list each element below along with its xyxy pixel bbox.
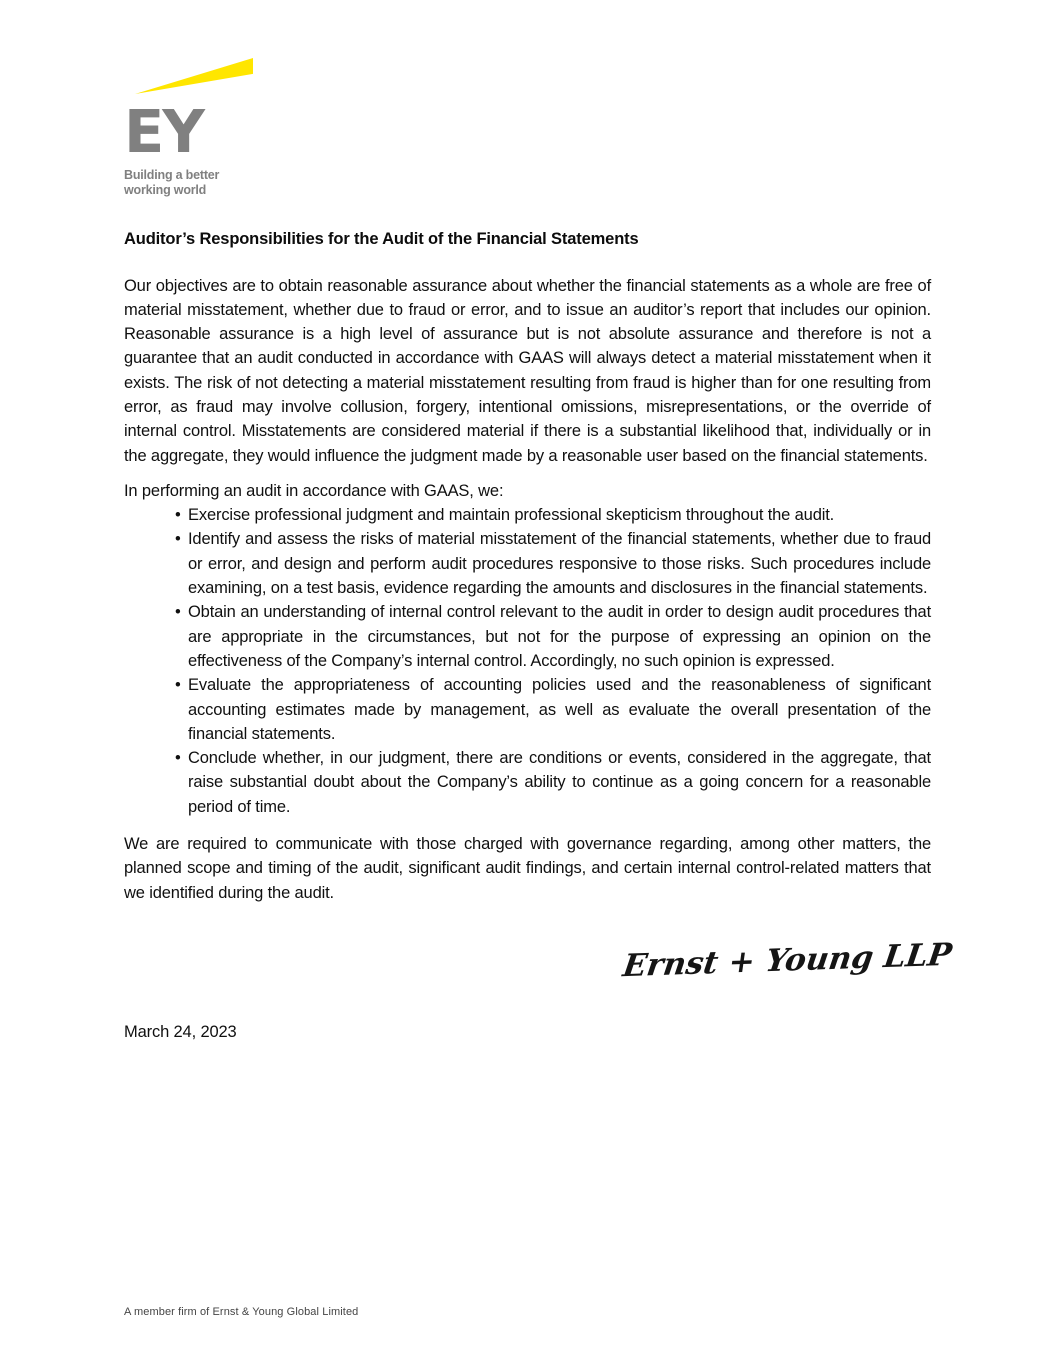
ey-tagline-line2: working world: [124, 182, 207, 197]
list-item-evaluate-policies: • Evaluate the appropriateness of accounting policies used and the reasonableness of significant accounting estimates made by management, as well as evaluate the overall presentation of the financial statements.: [175, 673, 931, 746]
date-line: March 24, 2023: [124, 1022, 237, 1041]
list-item-identify-risks: • Identify and assess the risks of material misstatement of the financial statements, whether due to fraud or error, and design and perform audit procedures responsive to those risks. Such procedures include examining, on a test basis, evidence regarding the amounts and disclosures in the financial statements.: [175, 527, 931, 600]
audit-procedures-list: [124, 503, 931, 819]
ey-tagline-line1: Building a better: [124, 168, 220, 182]
paragraph-objectives: Our objectives are to obtain reasonable assurance about whether the financial statements as a whole are free of material misstatement, whether due to fraud or error, and to issue an auditor’s report that includes our opinion. Reasonable assurance is a high level of assurance but is not absolute assurance and therefore is not a guarantee that an audit conducted in accordance with GAAS will always detect a material misstatement when it exists. The risk of not detecting a material misstatement resulting from fraud is higher than for one resulting from error, as fraud may involve collusion, forgery, intentional omissions, misrepresentations, or the override of internal control. Misstatements are considered material if there is a substantial likelihood that, individually or in the aggregate, they would influence the judgment made by a reasonable user based on the financial statements.: [124, 276, 931, 465]
ey-tagline: [124, 168, 264, 198]
ey-logo: [124, 58, 264, 198]
list-item-exercise-judgment: • Exercise professional judgment and maintain professional skepticism throughout the audit.: [175, 503, 931, 527]
section-heading: Auditor’s Responsibilities for the Audit of the Financial Statements: [124, 229, 639, 248]
paragraph-governance: We are required to communicate with those charged with governance regarding, among other matters, the planned scope and timing of the audit, significant audit findings, and certain internal control-related matters that we identified during the audit.: [124, 835, 931, 902]
signature: Ernst + Young LLP: [620, 936, 954, 985]
list-item-going-concern: • Conclude whether, in our judgment, there are conditions or events, considered in the aggregate, that raise substantial doubt about the Company’s ability to continue as a going concern for a reasonable period of time.: [175, 746, 931, 819]
letter-body: [124, 229, 954, 1042]
paragraph-gaas-intro: In performing an audit in accordance with GAAS, we:: [124, 481, 504, 500]
member-firm-footer: A member firm of Ernst & Young Global Limited: [124, 1306, 359, 1318]
ey-monogram: EY: [124, 97, 204, 166]
ey-beam-icon: [135, 58, 253, 94]
list-item-internal-control: • Obtain an understanding of internal control relevant to the audit in order to design audit procedures that are appropriate in the circumstances, but not for the purpose of expressing an opinion on the effectiveness of the Company’s internal control. Accordingly, no such opinion is expressed.: [175, 600, 931, 673]
